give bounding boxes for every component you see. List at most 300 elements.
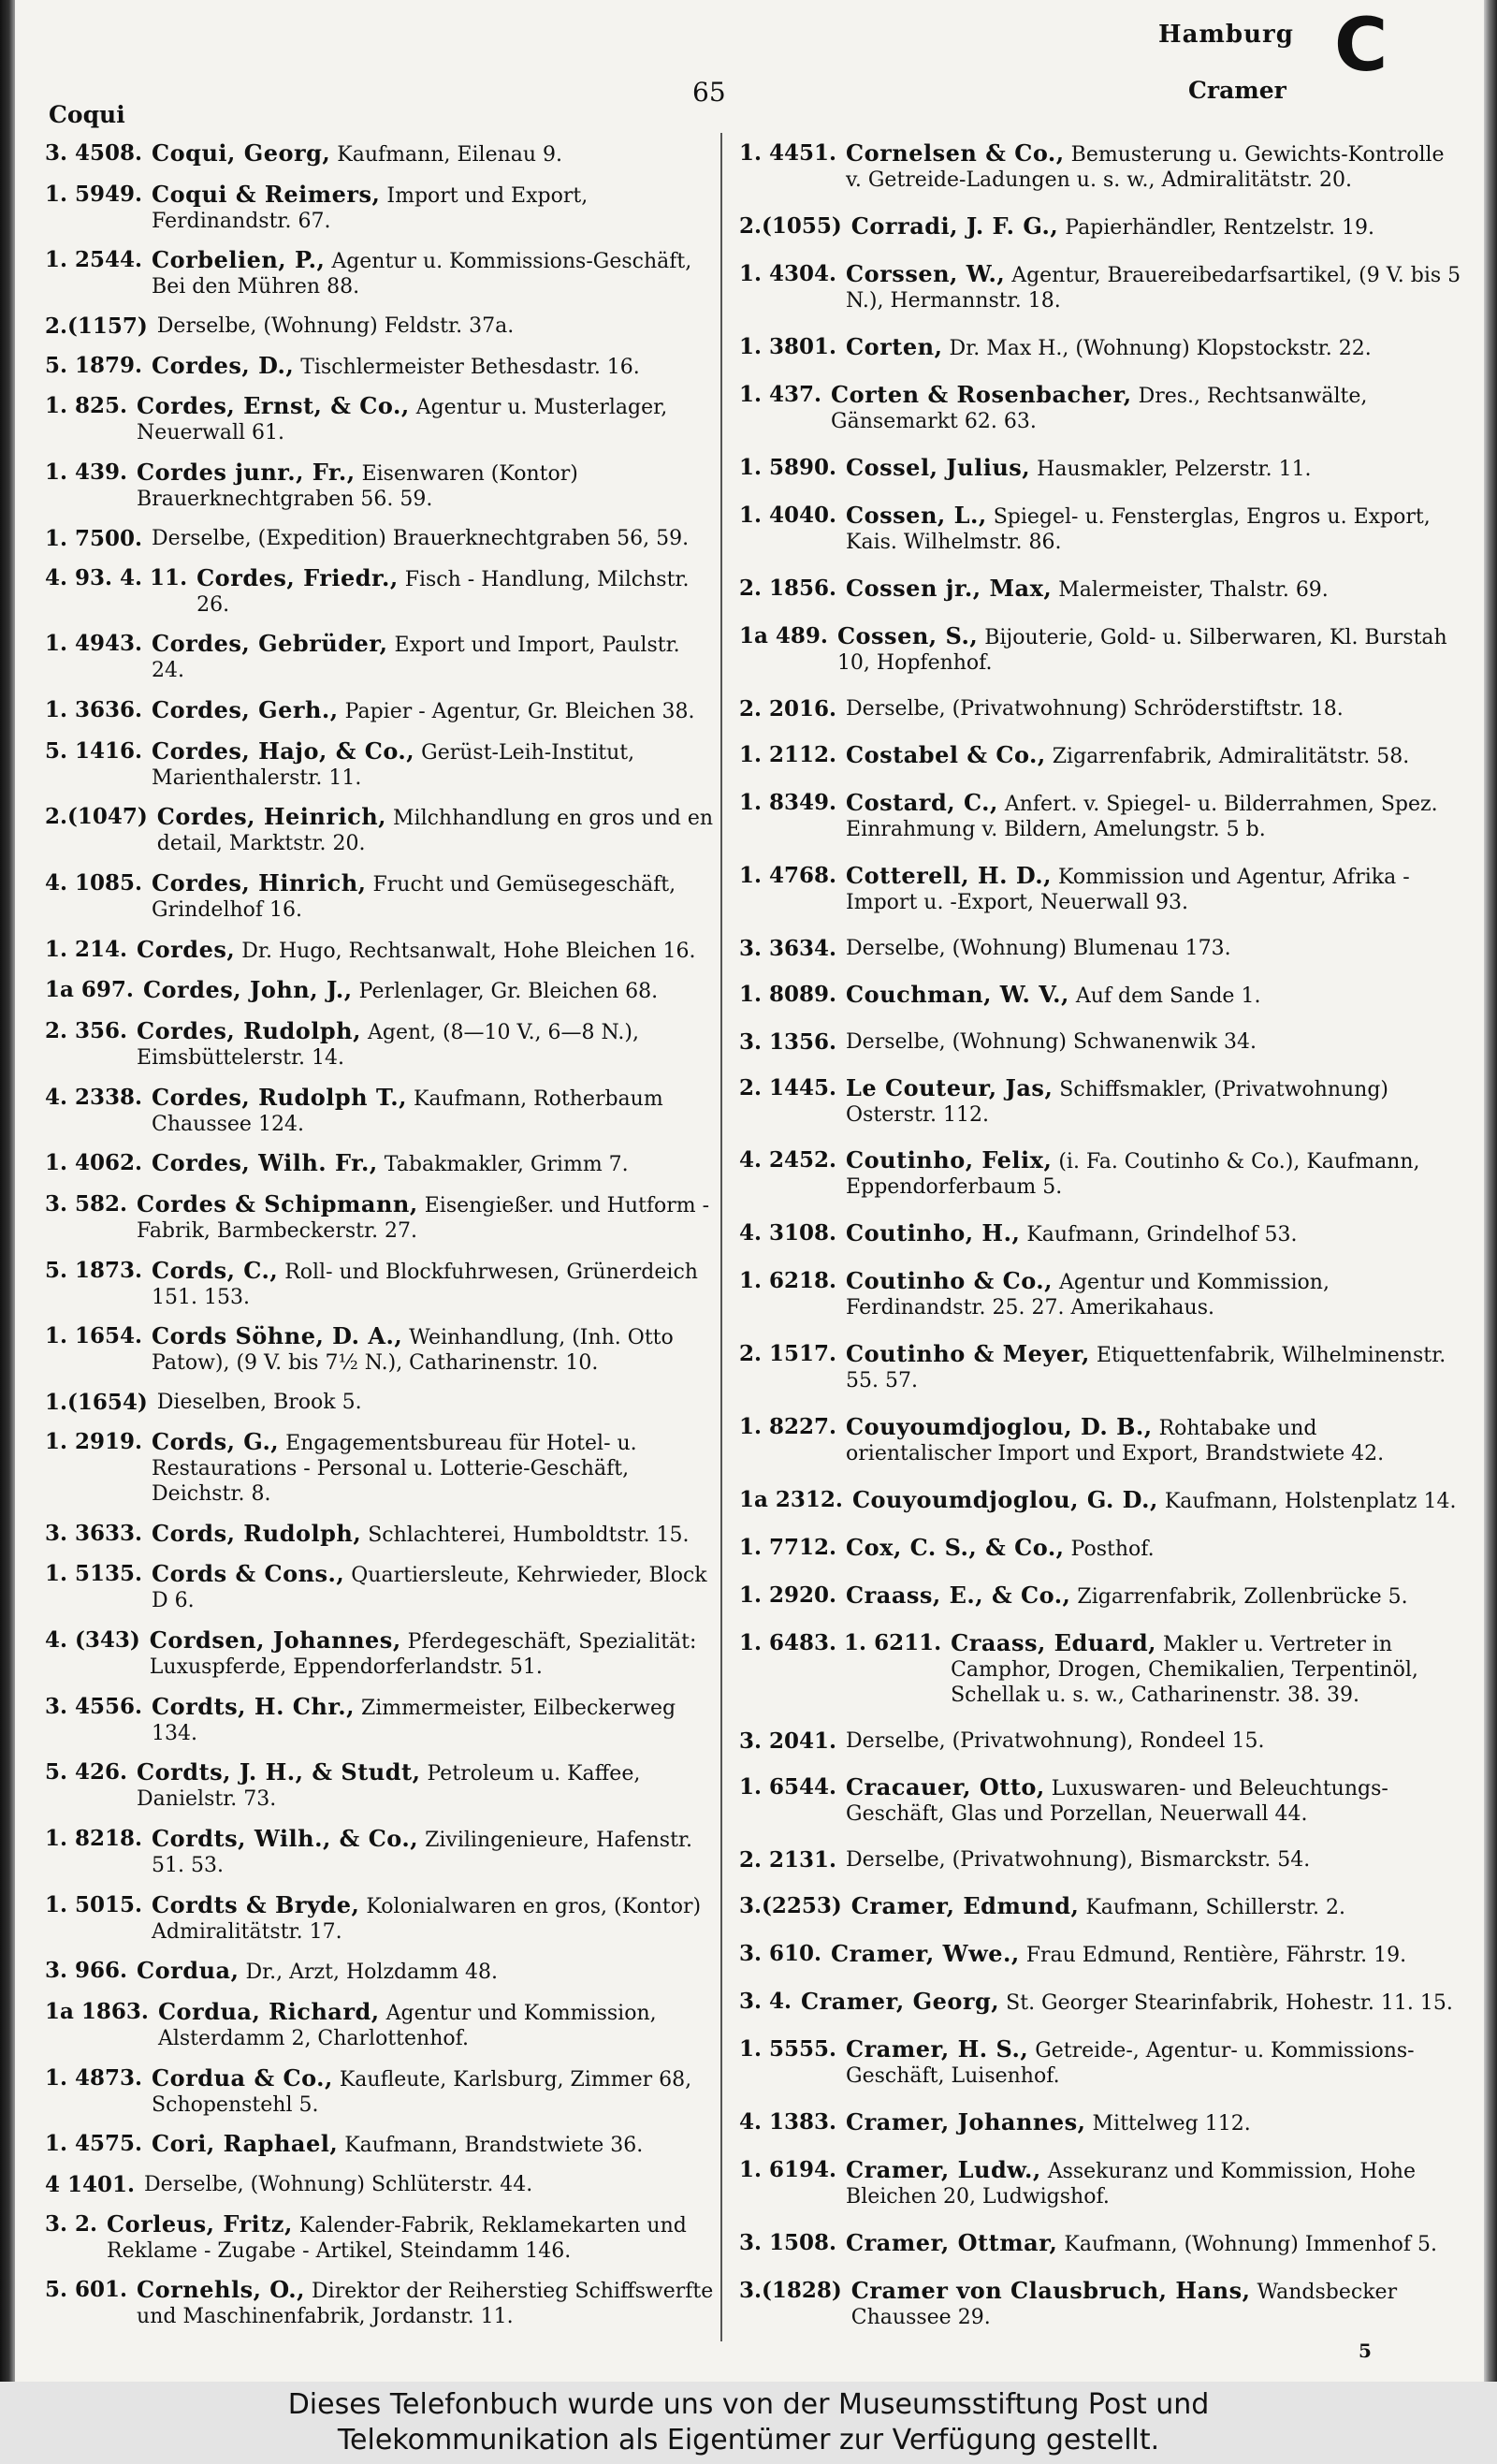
- directory-entry: [45, 1018, 717, 1071]
- entry-name: Cramer, Edmund,: [850, 1892, 1080, 1920]
- entry-description: Derselbe, (Expedition) Brauerknechtgraben 56, 59.: [152, 526, 690, 550]
- entry-description: Papierhändler, Rentzelstr. 19.: [1065, 215, 1374, 240]
- directory-entry: [739, 213, 1461, 241]
- entry-description: Dieselben, Brook 5.: [156, 1391, 362, 1415]
- entry-description: (i. Fa. Coutinho & Co.), Kaufmann, Eppendorferbaum 5.: [846, 1150, 1420, 1200]
- entry-name: Cordes junr., Fr.,: [137, 459, 356, 487]
- directory-entry: [45, 1258, 717, 1310]
- phone-number: 5. 1416.: [45, 737, 143, 764]
- phone-number: 1a 2312.: [739, 1487, 843, 1513]
- entry-description: Auf dem Sande 1.: [1075, 984, 1261, 1008]
- header-last-entry: Cramer: [1188, 77, 1286, 104]
- entry-description: Zigarrenfabrik, Zollenbrücke 5.: [1077, 1585, 1408, 1610]
- directory-entry: [739, 1268, 1461, 1320]
- phone-number: 2. 1445.: [739, 1074, 837, 1101]
- entry-description: Luxuswaren- und Beleuchtungs-Geschäft, Glas und Porzellan, Neuerwall 44.: [846, 1777, 1388, 1827]
- entry-text: [846, 696, 1461, 722]
- directory-entry: [45, 1323, 717, 1376]
- directory-entry: [45, 1826, 717, 1878]
- entry-text: [137, 1958, 717, 1985]
- directory-entry: [739, 790, 1461, 842]
- entry-name: Cords & Cons.,: [152, 1560, 345, 1588]
- phone-number: 4 1401.: [45, 2172, 136, 2198]
- left-column: [45, 140, 717, 2330]
- entry-text: [951, 1630, 1461, 1708]
- entry-name: Cords, C.,: [152, 1256, 279, 1284]
- entry-description: Kaufmann, Schillerstr. 2.: [1085, 1896, 1345, 1920]
- entry-text: [152, 1892, 717, 1945]
- entry-text: [158, 1999, 717, 2051]
- entry-text: [157, 804, 717, 856]
- directory-entry: [45, 1521, 717, 1548]
- entry-text: [137, 393, 717, 445]
- phone-number: 1. 437.: [739, 381, 822, 407]
- phone-number: 4. (343): [45, 1626, 140, 1653]
- entry-description: Assekuranz und Kommission, Hohe Bleichen 20, Ludwigshof.: [846, 2159, 1416, 2209]
- entry-name: Couyoumdjoglou, D. B.,: [846, 1413, 1153, 1441]
- phone-number: 5. 1873.: [45, 1257, 143, 1283]
- entry-description: Derselbe, (Wohnung) Schlüterstr. 44.: [144, 2173, 533, 2197]
- phone-number: 3. 1356.: [739, 1028, 837, 1055]
- entry-description: Eisenwaren (Kontor) Brauerknechtgraben 56. 59.: [137, 462, 578, 512]
- entry-description: Zimmermeister, Eilbeckerweg 134.: [152, 1696, 676, 1745]
- entry-text: [846, 863, 1461, 915]
- directory-entry: [45, 631, 717, 683]
- phone-number: 2. 2131.: [739, 1847, 837, 1874]
- directory-entry: [739, 936, 1461, 961]
- phone-number: 1a 489.: [739, 622, 828, 649]
- entry-text: [846, 790, 1461, 842]
- phone-number: 3. 3633.: [45, 1520, 143, 1546]
- directory-entry: [45, 804, 717, 856]
- entry-name: Cordes, John, J.,: [142, 976, 353, 1004]
- entry-name: Couyoumdjoglou, G. D.,: [851, 1486, 1158, 1514]
- phone-number: 3. 966.: [45, 1958, 128, 1984]
- phone-number: 2. 2016.: [739, 695, 837, 722]
- entry-text: [831, 382, 1461, 434]
- entry-name: Cordes, Hajo, & Co.,: [152, 736, 415, 765]
- entry-text: [846, 503, 1461, 555]
- entry-description: Zivilingenieure, Hafenstr. 51. 53.: [152, 1828, 692, 1877]
- phone-number: 3. 1508.: [739, 2229, 837, 2255]
- entry-description: Tabakmakler, Grimm 7.: [384, 1153, 629, 1177]
- phone-number: 1. 5135.: [45, 1561, 143, 1587]
- entry-text: [846, 1029, 1461, 1055]
- entry-description: Papier - Agentur, Gr. Bleichen 38.: [344, 699, 695, 723]
- entry-text: [846, 1847, 1461, 1873]
- entry-description: Frau Edmund, Rentière, Fährstr. 19.: [1025, 1944, 1407, 1968]
- entry-text: [152, 2131, 717, 2158]
- header-first-entry: Coqui: [49, 101, 125, 128]
- directory-entry: [45, 1999, 717, 2051]
- entry-text: [846, 936, 1461, 961]
- entry-description: St. Georger Stearinfabrik, Hohestr. 11. 15.: [1006, 1991, 1453, 2016]
- directory-entry: [45, 247, 717, 299]
- entry-description: Quartiersleute, Kehrwieder, Block D 6.: [152, 1564, 707, 1613]
- entry-text: [846, 576, 1461, 603]
- entry-name: Cordes, Wilh. Fr.,: [152, 1149, 378, 1177]
- entry-description: Dres., Rechtsanwälte, Gänsemarkt 62. 63.: [831, 384, 1368, 433]
- phone-number: 4. 2338.: [45, 1084, 143, 1110]
- phone-number: 1. 4943.: [45, 631, 143, 657]
- phone-number: 3.(1828): [739, 2277, 842, 2303]
- entry-text: [846, 334, 1461, 361]
- entry-text: [801, 1989, 1461, 2016]
- entry-text: [152, 1826, 717, 1878]
- entry-text: [837, 623, 1461, 676]
- page-footer-number: 5: [1359, 2340, 1372, 2362]
- entry-text: [152, 1258, 717, 1310]
- phone-number: 4. 93. 4. 11.: [45, 564, 188, 590]
- directory-entry: [45, 977, 717, 1004]
- directory-entry: [739, 1941, 1461, 1968]
- entry-description: Pferdegeschäft, Spezialität: Luxuspferde, Eppendorferlandstr. 51.: [149, 1629, 697, 1679]
- phone-number: 2.(1047): [45, 804, 148, 830]
- phone-number: 1. 7712.: [739, 1535, 837, 1561]
- phone-number: 4. 1383.: [739, 2108, 837, 2135]
- entry-text: [851, 2278, 1461, 2330]
- entry-description: Gerüst-Leih-Institut, Marienthalerstr. 11.: [152, 740, 635, 790]
- entry-name: Cramer, H. S.,: [846, 2035, 1029, 2063]
- entry-description: Kommission und Agentur, Afrika - Import u. -Export, Neuerwall 93.: [846, 865, 1410, 914]
- directory-entry: [739, 982, 1461, 1009]
- entry-text: [152, 738, 717, 791]
- phone-number: 1. 825.: [45, 393, 128, 419]
- phone-number: 1. 6218.: [739, 1268, 837, 1294]
- directory-entry: [739, 1582, 1461, 1610]
- phone-number: 1. 4575.: [45, 2131, 143, 2157]
- entry-description: Agentur u. Musterlager, Neuerwall 61.: [137, 396, 668, 445]
- directory-entry: [739, 2109, 1461, 2136]
- entry-description: Dr. Max H., (Wohnung) Klopstockstr. 22.: [949, 336, 1372, 360]
- entry-name: Corleus, Fritz,: [107, 2209, 293, 2238]
- entry-text: [152, 1323, 717, 1376]
- entry-text: [107, 2211, 717, 2264]
- directory-entry: [45, 937, 717, 964]
- entry-description: Engagementsbureau für Hotel- u. Restaurations - Personal u. Lotterie-Geschäft, Deichstr. 8.: [152, 1431, 637, 1506]
- phone-number: 1. 8089.: [739, 981, 837, 1007]
- phone-number: 1. 5949.: [45, 181, 143, 207]
- entry-name: Cornelsen & Co.,: [846, 139, 1065, 167]
- phone-number: 2. 1856.: [739, 575, 837, 601]
- directory-entry: [739, 261, 1461, 313]
- entry-name: Cracauer, Otto,: [846, 1773, 1045, 1801]
- phone-number: 3. 2.: [45, 2210, 98, 2237]
- entry-text: [846, 1341, 1461, 1393]
- phone-number: 1. 5015.: [45, 1891, 143, 1917]
- entry-name: Cossen, S.,: [836, 621, 979, 649]
- entry-name: Costabel & Co.,: [846, 740, 1046, 768]
- directory-entry: [739, 1029, 1461, 1055]
- directory-entry: [739, 1847, 1461, 1873]
- phone-number: 1. 5890.: [739, 454, 837, 480]
- entry-text: [150, 1627, 717, 1680]
- directory-entry: [739, 576, 1461, 603]
- entry-description: Agentur, Brauereibedarfsartikel, (9 V. bis 5 N.), Hermannstr. 18.: [846, 263, 1461, 313]
- entry-description: Wandsbecker Chaussee 29.: [850, 2280, 1398, 2329]
- entry-name: Coutinho & Meyer,: [846, 1340, 1090, 1368]
- entry-name: Cordes,: [137, 935, 236, 963]
- entry-description: Mittelweg 112.: [1092, 2111, 1251, 2136]
- entry-name: Cordes, Hinrich,: [152, 868, 367, 897]
- directory-entry: [45, 1429, 717, 1507]
- entry-text: [152, 1429, 717, 1507]
- entry-description: Schlachterei, Humboldtstr. 15.: [368, 1523, 690, 1547]
- entry-text: [846, 140, 1461, 193]
- phone-number: 1. 7500.: [45, 525, 143, 551]
- phone-number: 1. 4768.: [739, 862, 837, 888]
- entry-text: [152, 631, 717, 683]
- directory-entry: [739, 623, 1461, 676]
- phone-number: 1. 8227.: [739, 1414, 837, 1440]
- entry-text: [846, 1582, 1461, 1610]
- entry-name: Cords, Rudolph,: [152, 1519, 362, 1547]
- phone-number: 3. 3634.: [739, 935, 837, 961]
- entry-description: Bijouterie, Gold- u. Silberwaren, Kl. Burstah 10, Hopfenhof.: [836, 625, 1447, 675]
- directory-entry: [45, 2065, 717, 2118]
- directory-entry: [739, 2230, 1461, 2257]
- entry-description: Roll- und Blockfuhrwesen, Grünerdeich 151. 153.: [152, 1260, 698, 1309]
- entry-text: [152, 1085, 717, 1137]
- entry-description: Fisch - Handlung, Milchstr. 26.: [196, 567, 690, 617]
- directory-entry: [739, 1728, 1461, 1754]
- directory-entry: [45, 2172, 717, 2197]
- directory-entry: [739, 742, 1461, 769]
- scan-right-edge: [1484, 0, 1497, 2382]
- entry-text: [846, 1535, 1461, 1562]
- directory-entry: [45, 1561, 717, 1613]
- entry-description: Derselbe, (Wohnung) Schwanenwik 34.: [846, 1029, 1257, 1054]
- phone-number: 2. 1517.: [739, 1341, 837, 1367]
- entry-description: Hausmakler, Pelzerstr. 11.: [1037, 457, 1312, 481]
- directory-entry: [45, 459, 717, 512]
- entry-text: [152, 697, 717, 724]
- entry-name: Craass, E., & Co.,: [846, 1582, 1071, 1610]
- page-number: 65: [692, 77, 726, 108]
- entry-name: Cordes, Rudolph,: [137, 1017, 361, 1044]
- phone-number: 1.(1654): [45, 1390, 148, 1416]
- entry-text: [846, 1774, 1461, 1827]
- entry-description: Petroleum u. Kaffee, Danielstr. 73.: [137, 1762, 641, 1812]
- entry-text: [852, 1487, 1461, 1514]
- directory-entry: [739, 1220, 1461, 1247]
- entry-name: Cramer, Georg,: [801, 1988, 1000, 2016]
- entry-name: Cotterell, H. D.,: [846, 861, 1053, 889]
- directory-entry: [739, 863, 1461, 915]
- entry-name: Cordes, Friedr.,: [196, 563, 399, 591]
- directory-entry: [45, 1627, 717, 1680]
- entry-name: Cordsen, Johannes,: [149, 1626, 401, 1654]
- entry-text: [152, 870, 717, 923]
- phone-number: 2.(1055): [739, 212, 842, 239]
- entry-name: Cordts, Wilh., & Co.,: [152, 1824, 419, 1852]
- directory-entry: [45, 738, 717, 791]
- phone-number: 1. 6544.: [739, 1774, 837, 1801]
- entry-text: [851, 1893, 1461, 1920]
- phone-number: 4. 2452.: [739, 1147, 837, 1174]
- directory-entry: [739, 382, 1461, 434]
- phone-number: 1. 2544.: [45, 247, 143, 273]
- entry-name: Cossel, Julius,: [846, 453, 1031, 481]
- entry-name: Couchman, W. V.,: [846, 980, 1069, 1008]
- entry-text: [143, 977, 717, 1004]
- entry-description: Milchhandlung en gros und en detail, Marktstr. 20.: [156, 807, 714, 856]
- phone-number: 2.(1157): [45, 313, 148, 340]
- entry-description: Malermeister, Thalstr. 69.: [1058, 577, 1329, 602]
- entry-description: Zigarrenfabrik, Admiralitätstr. 58.: [1052, 744, 1410, 768]
- phone-number: 3. 4.: [739, 1989, 792, 2015]
- phone-number: 1. 6483. 1. 6211.: [739, 1630, 942, 1656]
- entry-name: Costard, C.,: [846, 788, 998, 816]
- entry-text: [152, 182, 717, 234]
- entry-description: Derselbe, (Privatwohnung), Bismarckstr. 54.: [846, 1848, 1311, 1873]
- entry-text: [831, 1941, 1461, 1968]
- entry-name: Cordes, Gerh.,: [152, 695, 339, 723]
- right-column: [739, 140, 1461, 2330]
- directory-entry: [45, 2211, 717, 2264]
- entry-text: [846, 1147, 1461, 1200]
- entry-name: Cordts & Bryde,: [152, 1890, 360, 1918]
- entry-description: Agentur und Kommission, Alsterdamm 2, Charlottenhof.: [157, 2002, 657, 2050]
- footer-notice: [0, 2382, 1497, 2464]
- entry-text: [152, 247, 717, 299]
- entry-text: [152, 1694, 717, 1746]
- phone-number: 3. 582.: [45, 1191, 128, 1217]
- entry-name: Cordes & Schipmann,: [137, 1190, 418, 1218]
- entry-description: Derselbe, (Wohnung) Blumenau 173.: [846, 936, 1231, 960]
- entry-name: Craass, Eduard,: [951, 1629, 1157, 1657]
- entry-text: [157, 313, 717, 339]
- directory-entry: [45, 353, 717, 380]
- phone-number: 3. 2041.: [739, 1728, 837, 1755]
- entry-name: Cossen jr., Max,: [846, 574, 1053, 602]
- entry-text: [846, 2230, 1461, 2257]
- entry-text: [846, 455, 1461, 482]
- entry-name: Cordts, J. H., & Studt,: [137, 1758, 421, 1786]
- entry-name: Coutinho, Felix,: [846, 1146, 1053, 1174]
- entry-text: [137, 1191, 717, 1244]
- phone-number: 1. 4062.: [45, 1150, 143, 1176]
- entry-text: [846, 1075, 1461, 1128]
- entry-name: Cordts, H. Chr.,: [152, 1692, 355, 1720]
- phone-number: 2. 356.: [45, 1018, 128, 1043]
- entry-description: Etiquettenfabrik, Wilhelminenstr. 55. 57.: [846, 1344, 1446, 1393]
- entry-text: [137, 459, 717, 512]
- directory-entry: [739, 1989, 1461, 2016]
- entry-text: [144, 2172, 717, 2197]
- entry-name: Cornehls, O.,: [137, 2276, 306, 2304]
- phone-number: 1. 2919.: [45, 1428, 143, 1454]
- entry-name: Coqui & Reimers,: [152, 180, 381, 208]
- phone-number: 1. 3636.: [45, 696, 143, 722]
- phone-number: 1. 439.: [45, 459, 128, 486]
- directory-entry: [739, 1535, 1461, 1562]
- directory-entry: [739, 1075, 1461, 1128]
- entry-text: [846, 2036, 1461, 2089]
- directory-entry: [45, 1759, 717, 1812]
- entry-text: [196, 565, 717, 618]
- phone-number: 5. 426.: [45, 1759, 128, 1786]
- entry-text: [157, 1390, 717, 1415]
- entry-description: Dr., Arzt, Holzdamm 48.: [245, 1961, 498, 1985]
- directory-entry: [45, 1191, 717, 1244]
- directory-entry: [45, 870, 717, 923]
- entry-text: [846, 1728, 1461, 1754]
- entry-description: Export und Import, Paulstr. 24.: [152, 634, 680, 683]
- directory-entry: [739, 1414, 1461, 1466]
- entry-text: [846, 2109, 1461, 2136]
- entry-text: [137, 1018, 717, 1071]
- directory-entry: [739, 2157, 1461, 2209]
- entry-description: Schiffsmakler, (Privatwohnung) Osterstr. 112.: [846, 1077, 1389, 1127]
- entry-description: Derselbe, (Privatwohnung), Rondeel 15.: [846, 1729, 1265, 1754]
- entry-description: Frucht und Gemüsegeschäft, Grindelhof 16.: [152, 872, 676, 922]
- entry-description: Kaufmann, (Wohnung) Immenhof 5.: [1064, 2232, 1437, 2256]
- phone-number: 1. 5555.: [739, 2036, 837, 2062]
- entry-name: Coqui, Georg,: [152, 139, 331, 167]
- entry-name: Corradi, J. F. G.,: [850, 211, 1059, 240]
- entry-description: Direktor der Reiherstieg Schiffswerfte und Maschinenfabrik, Jordanstr. 11.: [137, 2280, 714, 2329]
- entry-description: Kaufmann, Rotherbaum Chaussee 124.: [152, 1086, 663, 1136]
- entry-name: Cordes, Rudolph T.,: [152, 1083, 407, 1111]
- phone-number: 5. 1879.: [45, 352, 143, 378]
- phone-number: 3. 4556.: [45, 1693, 143, 1719]
- entry-description: Agentur u. Kommissions-Geschäft, Bei den Mühren 88.: [152, 250, 692, 299]
- entry-text: [846, 1220, 1461, 1247]
- entry-name: Cords, G.,: [152, 1427, 280, 1455]
- directory-entry: [739, 1630, 1461, 1708]
- entry-text: [152, 353, 717, 380]
- entry-text: [137, 937, 717, 964]
- entry-name: Corbelien, P.,: [152, 246, 326, 274]
- directory-entry: [45, 1390, 717, 1415]
- directory-entry: [45, 2277, 717, 2329]
- entry-description: Kaufmann, Holstenplatz 14.: [1164, 1490, 1457, 1514]
- entry-text: [846, 982, 1461, 1009]
- entry-name: Cordua,: [137, 1957, 240, 1985]
- phone-number: 1. 214.: [45, 936, 128, 962]
- entry-text: [152, 2065, 717, 2118]
- directory-entry: [45, 2131, 717, 2158]
- entry-text: [152, 140, 717, 168]
- entry-name: Cramer von Clausbruch, Hans,: [850, 2276, 1251, 2304]
- directory-entry: [45, 565, 717, 618]
- directory-entry: [739, 334, 1461, 361]
- directory-entry: [45, 182, 717, 234]
- entry-name: Corten,: [846, 332, 943, 360]
- header-city: Hamburg: [1158, 21, 1294, 49]
- directory-entry: [45, 1694, 717, 1746]
- directory-entry: [739, 503, 1461, 555]
- entry-text: [846, 2157, 1461, 2209]
- entry-description: Kalender-Fabrik, Reklamekarten und Reklame - Zugabe - Artikel, Steindamm 146.: [107, 2213, 687, 2263]
- directory-entry: [739, 140, 1461, 193]
- entry-description: Posthof.: [1070, 1538, 1155, 1562]
- entry-description: Rohtabake und orientalischer Import und Export, Brandstwiete 42.: [846, 1417, 1385, 1466]
- phone-number: 1a 1863.: [45, 1999, 149, 2024]
- header-letter: C: [1334, 4, 1388, 88]
- directory-entry: [45, 1958, 717, 1985]
- entry-description: Agent, (8—10 V., 6—8 N.), Eimsbüttelerstr. 14.: [137, 1021, 639, 1070]
- entry-text: [152, 1150, 717, 1177]
- directory-entry: [45, 1150, 717, 1177]
- entry-name: Cramer, Ludw.,: [846, 2155, 1041, 2183]
- entry-description: Import und Export, Ferdinandstr. 67.: [152, 183, 589, 233]
- entry-name: Corten & Rosenbacher,: [831, 380, 1132, 408]
- directory-entry: [739, 2036, 1461, 2089]
- footer-line-1: Dieses Telefonbuch wurde uns von der Museumsstiftung Post und: [287, 2388, 1210, 2421]
- phone-number: 1. 2920.: [739, 1582, 837, 1609]
